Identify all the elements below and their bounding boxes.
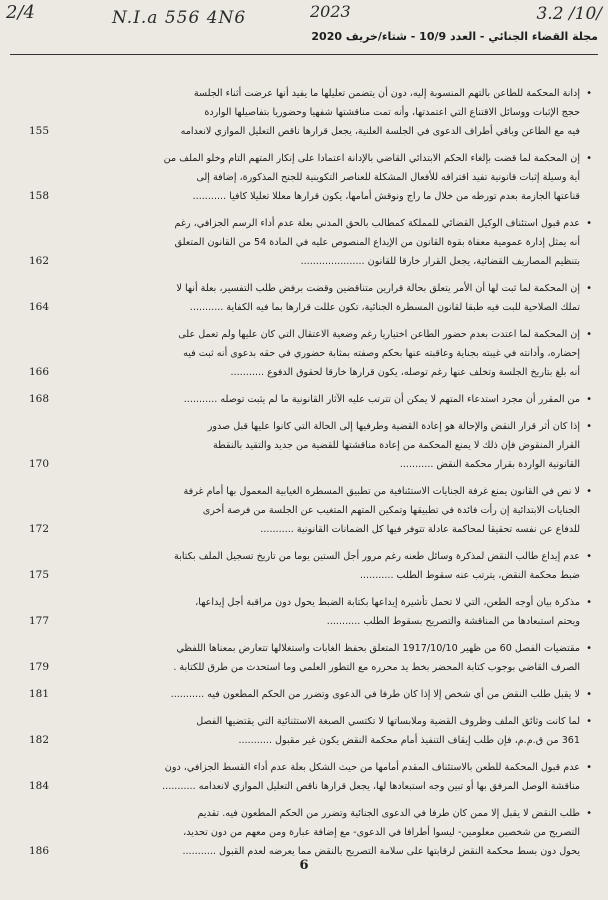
entry-text-line: لا نص في القانون يمنع غرفة الجنايات الاستئنافية من تطبيق المسطرة الغيابية المعمول بها أمام غرفة bbox=[183, 486, 580, 497]
entry-text-line: الجنايات الابتدائية إن رأت فائدة في تطبيقها وتمكين المتهم المتغيب عن الجلسة من فرصة أخرى bbox=[202, 505, 580, 516]
entry-text-line: تملك الصلاحية للبت فيه طبقا لقانون المسطرة الجنائية، تكون عللت قرارها بما فيه الكفاية ........... bbox=[189, 302, 580, 313]
entry-page-number: 179 bbox=[28, 661, 50, 673]
header-divider bbox=[10, 54, 598, 55]
bullet-icon: • bbox=[586, 394, 592, 405]
index-entry bbox=[28, 547, 592, 585]
bullet-icon: • bbox=[586, 551, 592, 562]
index-entries bbox=[28, 84, 592, 869]
index-entry bbox=[28, 417, 592, 474]
entry-text-line: أية وسيلة إثبات قانونية تفيد اقترافه للأفعال المشكلة للعناصر التكوينية للجنح المذكورة، إضافة إلى bbox=[196, 172, 580, 183]
entry-text-line: لما كانت وثائق الملف وظروف القضية وملابساتها لا تكتسي الصبغة الاستثنائية التي يقتضيها الفصل bbox=[196, 716, 580, 727]
entry-text-line: أنه يمثل إدارة عمومية معفاة بقوة القانون من الإيداع المنصوص عليه في المادة 54 من القانون المتعلق bbox=[174, 237, 580, 248]
index-entry bbox=[28, 593, 592, 631]
entry-text-line: 361 من ق.م.م، فإن طلب إيقاف التنفيذ أمام محكمة النقض يكون غير مقبول ........... bbox=[238, 735, 580, 746]
entry-text-line: إدانة المحكمة للطاعن بالتهم المنسوبة إليه، دون أن يتضمن تعليلها ما يفيد أنها عرضت أثناء الجلسة bbox=[193, 88, 580, 99]
entry-text-line: مقتضيات الفصل 60 من ظهير 1917/10/10 المتعلق بحفظ الغابات واستغلالها تتعارض بمعناها اللفظي bbox=[176, 643, 580, 654]
index-entry bbox=[28, 149, 592, 206]
entry-page-number: 155 bbox=[28, 125, 50, 137]
entry-page-number: 170 bbox=[28, 458, 50, 470]
page-number: 6 bbox=[299, 858, 309, 873]
entry-page-number: 175 bbox=[28, 569, 50, 581]
index-entry bbox=[28, 325, 592, 382]
index-entry bbox=[28, 214, 592, 271]
entry-text-line: لا يقبل طلب النقض من أي شخص إلا إذا كان طرفا في الدعوى وتضرر من الحكم المطعون فيه ........... bbox=[170, 689, 580, 700]
index-entry bbox=[28, 804, 592, 861]
index-entry bbox=[28, 685, 592, 704]
entry-page-number: 164 bbox=[28, 301, 50, 313]
bullet-icon: • bbox=[586, 421, 592, 432]
handwritten-note-right: 3.2 /10/ bbox=[536, 4, 602, 24]
entry-page-number: 177 bbox=[28, 615, 50, 627]
entry-page-number: 158 bbox=[28, 190, 50, 202]
entry-text-line: إن المحكمة لما اعتدت بعدم حضور الطاعن اختياريا رغم وضعية الاعتقال التي كان عليها ولم تعمل على bbox=[178, 329, 580, 340]
entry-text-line: عدم قبول المحكمة للطعن بالاستئناف المقدم أمامها من حيث الشكل بعلة عدم أداء القسط الجزافي، دون bbox=[164, 762, 580, 773]
bullet-icon: • bbox=[586, 716, 592, 727]
entry-text-line: مذكرة بيان أوجه الطعن، التي لا تحمل تأشيرة إيداعها بكتابة الضبط يحول دون مراقبة أجل إيداعها، bbox=[195, 597, 580, 608]
entry-page-number: 184 bbox=[28, 780, 50, 792]
index-entry bbox=[28, 758, 592, 796]
bullet-icon: • bbox=[586, 643, 592, 654]
entry-text-line: إحضاره، وأدانته في غيبته بجناية وعاقبته عنها بحكم وصفته بمثابة حضوري في حقه بدعوى أنه ثبت فيه bbox=[183, 348, 580, 359]
entry-text-line: طلب النقض لا يقبل إلا ممن كان طرفا في الدعوى الجنائية وتضرر من الحكم المطعون فيه. تقديم bbox=[197, 808, 580, 819]
handwritten-note-left: 2/4 bbox=[6, 2, 35, 23]
entry-page-number: 168 bbox=[28, 393, 50, 405]
handwritten-note-middle: 2023 bbox=[310, 2, 351, 21]
bullet-icon: • bbox=[586, 689, 592, 700]
bullet-icon: • bbox=[586, 486, 592, 497]
entry-text-line: إن المحكمة لما قضت بإلغاء الحكم الابتدائي القاضي بالإدانة اعتمادا على إنكار المتهم التام وخلو الملف من bbox=[163, 153, 580, 164]
entry-text-line: مناقشة الوصل المرفق بها أو تبين وجه استبعادها لها، يجعل قرارها ناقص التعليل الموازي لانعدامه ........... bbox=[162, 781, 580, 792]
journal-header: مجلة القضاء الجنائي - العدد 10/9 - شتاء/خريف 2020 bbox=[311, 30, 598, 43]
entry-text-line: التصريح من شخصين معلومين- ليسوا أطرافا في الدعوى- مع إضافة عبارة ومن معهم من دون تحديد، bbox=[183, 827, 580, 838]
entry-text-line: للدفاع عن نفسه تحقيقا لمحاكمة عادلة تتوفر فيها كل الضمانات القانونية ........... bbox=[260, 524, 580, 535]
entry-text-line: إذا كان أثر قرار النقض والإحالة هو إعادة القضية وطرفيها إلى الحالة التي كانوا عليها قبل صدور bbox=[207, 421, 580, 432]
index-entry bbox=[28, 482, 592, 539]
entry-text-line: قناعتها الجازمة بعدم تورطه من خلال ما راج ونوقش أمامها، يكون قرارها معللا تعليلا كافيا ........... bbox=[192, 191, 580, 202]
entry-text-line: يحول دون بسط محكمة النقض لرقابتها على سلامة التصريح بالنقض مما يعرضه لعدم القبول ........... bbox=[182, 846, 580, 857]
entry-text-line: عدم قبول استئناف الوكيل القضائي للمملكة كمطالب بالحق المدني بعلة عدم أداء الرسم الجزافي، رغم bbox=[174, 218, 580, 229]
entry-page-number: 186 bbox=[28, 845, 50, 857]
entry-page-number: 182 bbox=[28, 734, 50, 746]
entry-text-line: أنه بلغ بتاريخ الجلسة وتخلف عنها رغم توصله، يكون قرارها خارقا لحقوق الدفوع ........... bbox=[230, 367, 580, 378]
bullet-icon: • bbox=[586, 88, 592, 99]
bullet-icon: • bbox=[586, 597, 592, 608]
bullet-icon: • bbox=[586, 283, 592, 294]
entry-text-line: إن المحكمة لما ثبت لها أن الأمر يتعلق بحالة قرارين متناقضين وقضت برفض طلب التفسير، بعلة أنها لا bbox=[176, 283, 580, 294]
entry-text-line: بتنظيم المصاريف القضائية، يجعل القرار خارقا للقانون ..................... bbox=[300, 256, 580, 267]
bullet-icon: • bbox=[586, 218, 592, 229]
entry-text-line: القانونية الواردة بقرار محكمة النقض ........... bbox=[399, 459, 580, 470]
entry-text-line: عدم إيداع طالب النقض لمذكرة وسائل طعنه رغم مرور أجل الستين يوما من تاريخ تسجيل الملف بكتابة bbox=[174, 551, 580, 562]
entry-text-line: حجج الإثبات ووسائل الاقتناع التي اعتمدتها، وأنه تمت مناقشتها شفهيا وحضوريا بتفاصيلها الواردة bbox=[204, 107, 580, 118]
entry-page-number: 166 bbox=[28, 366, 50, 378]
bullet-icon: • bbox=[586, 808, 592, 819]
entry-text-line: ضبط محكمة النقض، يترتب عنه سقوط الطلب ........... bbox=[359, 570, 580, 581]
index-entry bbox=[28, 712, 592, 750]
index-entry bbox=[28, 390, 592, 409]
bullet-icon: • bbox=[586, 762, 592, 773]
entry-text-line: ويحتم استبعادها من المناقشة والتصريح بسقوط الطلب ........... bbox=[326, 616, 580, 627]
index-entry bbox=[28, 84, 592, 141]
bullet-icon: • bbox=[586, 153, 592, 164]
index-entry bbox=[28, 279, 592, 317]
entry-page-number: 162 bbox=[28, 255, 50, 267]
entry-text-line: فيه مع الطاعن وباقي أطراف الدعوى في الجلسة العلنية، يجعل قرارها ناقص التعليل الموازي لانعدامه bbox=[180, 126, 580, 137]
entry-text-line: القرار المنقوض فإن ذلك لا يمنع المحكمة من إعادة مناقشتها للقضية من جديد والتقيد بالنقطة bbox=[212, 440, 580, 451]
entry-page-number: 181 bbox=[28, 688, 50, 700]
entry-text-line: الصرف القاضي بوجوب كتابة المحضر بخط يد محرره مع التطور العلمي وما استحدث من طرق للكتابة . bbox=[173, 662, 580, 673]
bullet-icon: • bbox=[586, 329, 592, 340]
index-entry bbox=[28, 639, 592, 677]
entry-page-number: 172 bbox=[28, 523, 50, 535]
handwritten-reference-number: N.I.a 556 4N6 bbox=[112, 8, 247, 28]
entry-text-line: من المقرر أن مجرد استدعاء المتهم لا يمكن أن تترتب عليه الآثار القانونية ما لم يثبت توصله ........... bbox=[183, 394, 580, 405]
